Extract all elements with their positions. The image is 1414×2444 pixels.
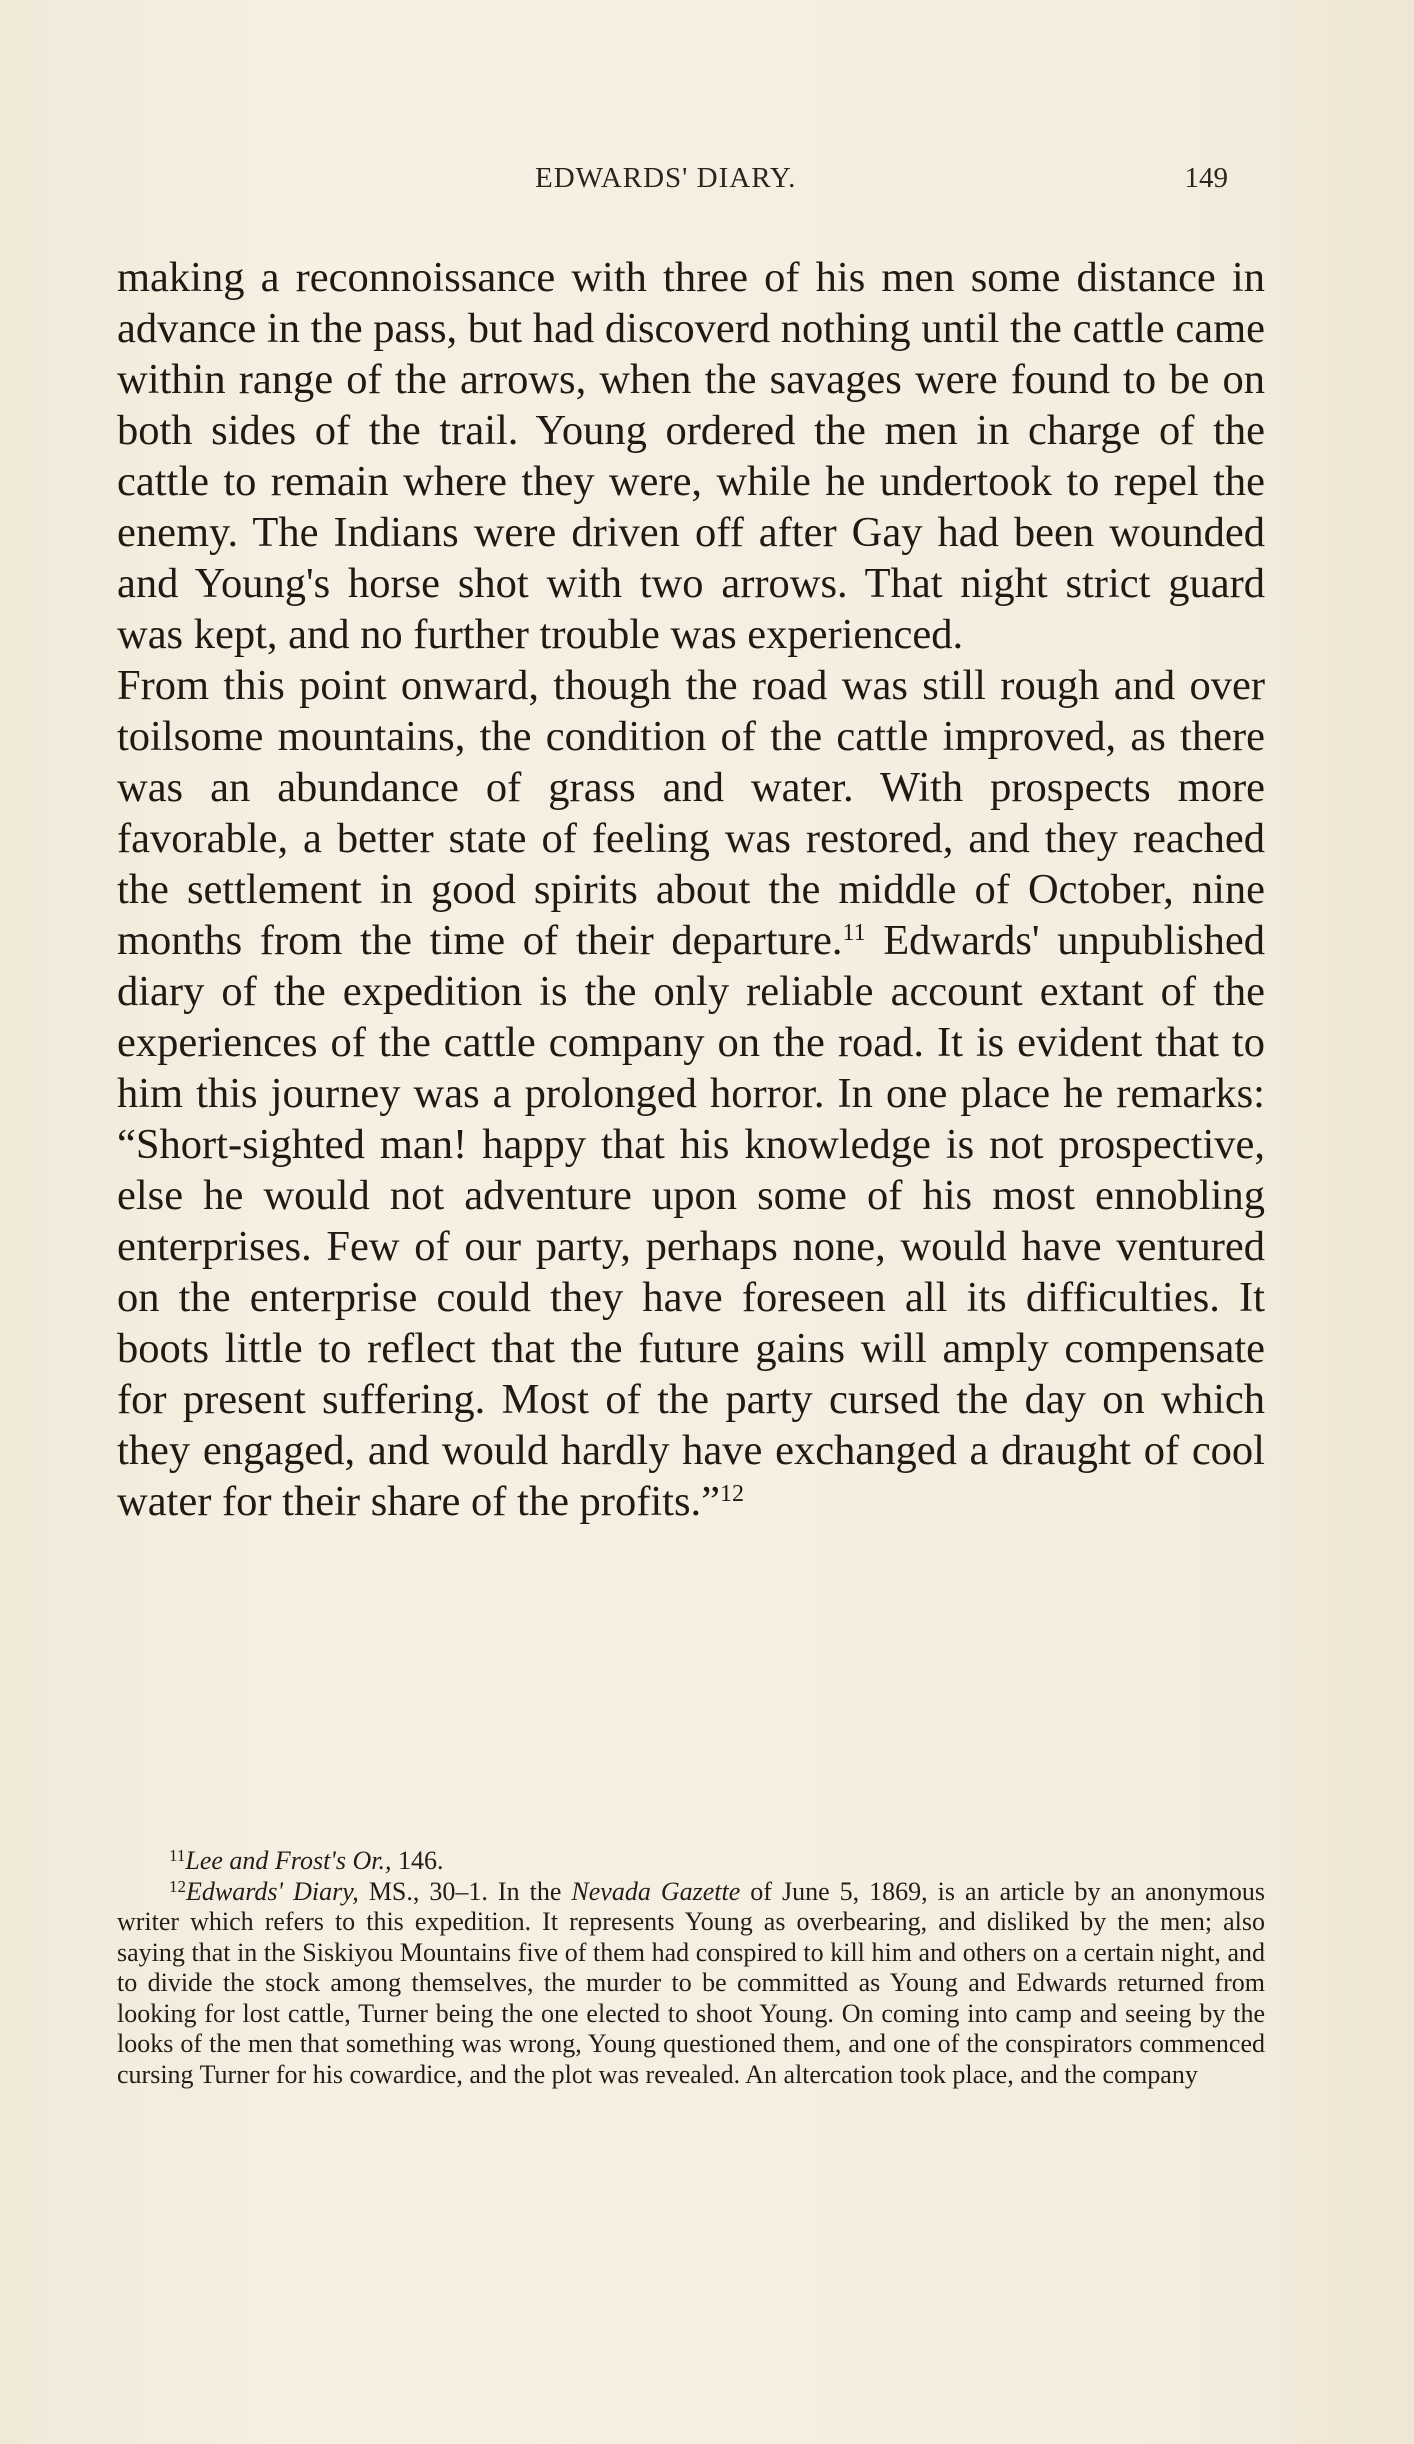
footnote-ref-11: 11 (842, 920, 866, 946)
footnote-12-title: Edwards' Diary, (186, 1876, 359, 1906)
running-head: EDWARDS' DIARY. (535, 162, 797, 194)
paragraph-2-part-b: Edwards' unpublished diary of the expedition is the only reliable account extant of the experiences of the cattle company on the road. It is evident that to him this journey was a prolonged horror. In one place he remarks: “Short-sighted man! happy that his knowledge is not prospective, else he would not adventure upon some of his most ennobling enterprises. Few of our party, perhaps none, would have ventured on the enterprise could they have foreseen all its difficulties. It boots little to reflect that the future gains will amply compensate for present suffering. Most of the party cursed the day on which they engaged, and would hardly have exchanged a draught of cool water for their share of the profits.” (117, 917, 1266, 1525)
paragraph-2-part-a: From this point onward, though the road was still rough and over toilsome mountains, the condition of the cattle improved, as there was an abundance of grass and water. With prospects more favorable, a better state of feeling was restored, and they reached the settlement in good spirits about the middle of October, nine months from the time of their departure. (117, 662, 1265, 964)
footnote-12-text-b: of June 5, 1869, is an article by an anonymous writer which refers to this expedition. It represents Young as overbearing, and disliked by the men; also saying that in the Siskiyou Mountains five of them had conspired to kill him and others on a certain night, and to divide the stock among themselves, the murder to be committed as Young and Edwards returned from looking for lost cattle, Turner being the one elected to shoot Young. On coming into camp and seeing by the looks of the men that something was wrong, Young questioned them, and one of the conspirators commenced cursing Turner for his cowardice, and the plot was revealed. An altercation took place, and the company (117, 1876, 1266, 2089)
paragraph-2 (117, 660, 1265, 1527)
footnote-11 (117, 1846, 1265, 1877)
footnote-12-newspaper: Nevada Gazette (571, 1876, 741, 1906)
footnote-12-text-a: MS., 30–1. In the (358, 1876, 572, 1906)
page-header (120, 162, 1240, 212)
footnote-11-number: 11 (169, 1846, 186, 1865)
footnote-11-text: 146. (391, 1846, 444, 1875)
main-text (117, 252, 1265, 1527)
page-number: 149 (1184, 162, 1228, 194)
footnote-11-title: Lee and Frost's Or., (185, 1846, 392, 1875)
paragraph-1: making a reconnoissance with three of his men some distance in advance in the pass, but had discoverd nothing until the cattle came within range of the arrows, when the savages were found to be on both sides of the trail. Young ordered the men in charge of the cattle to remain where they were, while he undertook to repel the enemy. The Indians were driven off after Gay had been wounded and Young's horse shot with two arrows. That night strict guard was kept, and no further trouble was experienced. (117, 254, 1265, 658)
footnotes (117, 1846, 1265, 2090)
footnote-12 (117, 1877, 1265, 2091)
footnote-ref-12: 12 (720, 1481, 745, 1507)
footnote-12-number: 12 (169, 1876, 186, 1896)
